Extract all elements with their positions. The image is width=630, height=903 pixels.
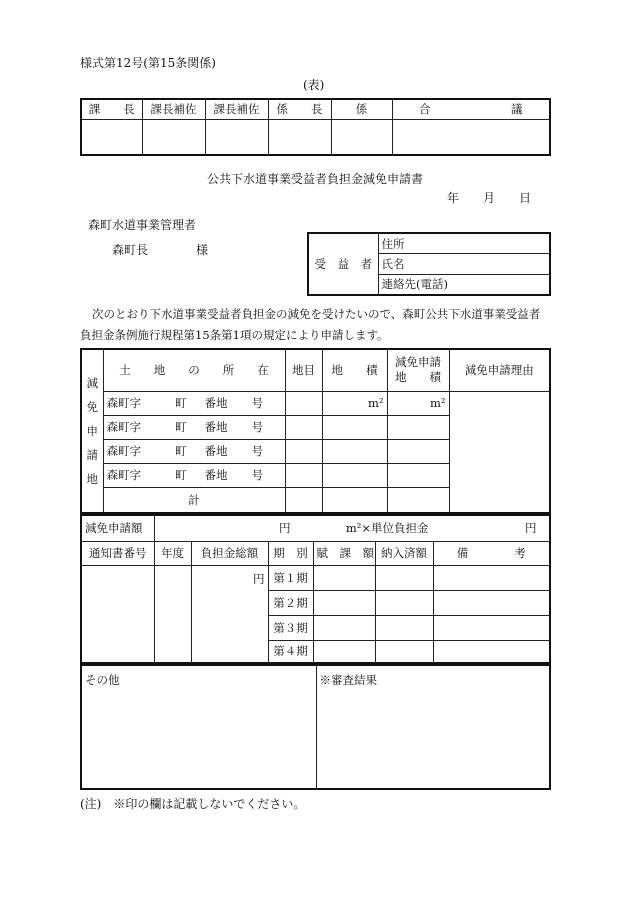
exempt-area-cell[interactable] xyxy=(387,463,449,487)
approval-header: 合 議 xyxy=(392,99,550,119)
area-cell[interactable] xyxy=(322,415,387,439)
location-cell[interactable]: 森町字 町 番地 号 xyxy=(103,439,285,463)
approval-header: 課 長 xyxy=(81,99,142,119)
notice-header: 備 考 xyxy=(433,541,550,565)
notice-header: 通知書番号 xyxy=(81,541,154,565)
reason-cell[interactable] xyxy=(449,391,550,513)
remarks-cell[interactable] xyxy=(433,615,550,640)
land-table xyxy=(80,348,551,514)
area-header: 地 積 xyxy=(322,349,387,391)
addressee-name: 森町長 xyxy=(112,243,149,257)
category-cell[interactable] xyxy=(285,463,322,487)
address-field[interactable]: 住所 xyxy=(378,233,550,254)
form-number: 様式第12号(第15条関係) xyxy=(80,56,216,70)
notice-header: 賦 課 額 xyxy=(313,541,375,565)
document-title: 公共下水道事業受益者負担金減免申請書 xyxy=(206,172,423,186)
reason-header: 減免申請理由 xyxy=(449,349,550,391)
total-area-cell[interactable] xyxy=(322,487,387,513)
addressee-org: 森町水道事業管理者 xyxy=(88,218,197,232)
notice-header: 負担金総額 xyxy=(191,541,268,565)
statement-line-2: 負担金条例施行規程第15条第1項の規定により申請します。 xyxy=(80,328,389,342)
approval-seal-cell[interactable] xyxy=(392,119,550,155)
assessed-amount-cell[interactable] xyxy=(313,590,375,615)
footnote: (注) ※印の欄は記載しないでください。 xyxy=(80,797,306,811)
location-cell[interactable]: 森町字 町 番地 号 xyxy=(103,391,285,415)
approval-seal-cell[interactable] xyxy=(268,119,331,155)
category-cell[interactable] xyxy=(285,439,322,463)
exempt-area-cell[interactable] xyxy=(387,439,449,463)
location-header: 土 地 の 所 在 xyxy=(103,349,285,391)
addressee-honorific: 様 xyxy=(196,243,209,257)
date-line: 年 月 日 xyxy=(447,191,532,205)
beneficiary-table xyxy=(307,232,551,296)
area-cell[interactable] xyxy=(322,463,387,487)
assessed-amount-cell[interactable] xyxy=(313,640,375,663)
location-cell[interactable]: 森町字 町 番地 号 xyxy=(103,463,285,487)
category-cell[interactable] xyxy=(285,391,322,415)
paid-amount-cell[interactable] xyxy=(375,640,433,663)
approval-header: 係 xyxy=(331,99,392,119)
statement-line-1: 次のとおり下水道事業受益者負担金の減免を受けたいので、森町公共下水道事業受益者 xyxy=(92,307,541,321)
notice-number-cell[interactable] xyxy=(81,565,154,663)
review-result-cell[interactable]: ※審査結果 xyxy=(316,665,550,789)
remarks-cell[interactable] xyxy=(433,640,550,663)
fiscal-year-cell[interactable] xyxy=(154,565,191,663)
period-label: 第２期 xyxy=(268,590,313,615)
notice-header: 期 別 xyxy=(268,541,313,565)
category-header: 地目 xyxy=(285,349,322,391)
other-review-table xyxy=(80,664,551,790)
total-charge-cell[interactable]: 円 xyxy=(191,565,268,663)
total-label: 計 xyxy=(103,487,285,513)
total-category-cell[interactable] xyxy=(285,487,322,513)
exempt-amount-label: 減免申請額 xyxy=(81,515,154,541)
approval-table xyxy=(80,98,551,156)
assessed-amount-cell[interactable] xyxy=(313,615,375,640)
phone-field[interactable]: 連絡先(電話) xyxy=(378,274,550,295)
approval-header: 係 長 xyxy=(268,99,331,119)
assessed-amount-cell[interactable] xyxy=(313,565,375,590)
paid-amount-cell[interactable] xyxy=(375,590,433,615)
paid-amount-cell[interactable] xyxy=(375,565,433,590)
notice-table xyxy=(80,514,551,664)
period-label: 第４期 xyxy=(268,640,313,663)
side-label: (表) xyxy=(303,78,325,92)
area-cell[interactable]: m² xyxy=(322,391,387,415)
paid-amount-cell[interactable] xyxy=(375,615,433,640)
exempt-area-header: 減免申請 地 積 xyxy=(387,349,449,391)
area-cell[interactable] xyxy=(322,439,387,463)
category-cell[interactable] xyxy=(285,415,322,439)
total-exempt-area-cell[interactable] xyxy=(387,487,449,513)
approval-seal-cell[interactable] xyxy=(205,119,268,155)
remarks-cell[interactable] xyxy=(433,590,550,615)
exempt-area-cell[interactable] xyxy=(387,415,449,439)
approval-seal-cell[interactable] xyxy=(81,119,142,155)
approval-seal-cell[interactable] xyxy=(331,119,392,155)
remarks-cell[interactable] xyxy=(433,565,550,590)
beneficiary-label: 受 益 者 xyxy=(308,233,378,295)
period-label: 第３期 xyxy=(268,615,313,640)
approval-header: 課長補佐 xyxy=(205,99,268,119)
exempt-area-cell[interactable]: m² xyxy=(387,391,449,415)
location-cell[interactable]: 森町字 町 番地 号 xyxy=(103,415,285,439)
other-cell[interactable]: その他 xyxy=(81,665,316,789)
approval-seal-cell[interactable] xyxy=(142,119,205,155)
notice-header: 納入済額 xyxy=(375,541,433,565)
land-side-label: 減 免 申 請 地 xyxy=(81,349,103,513)
approval-header: 課長補佐 xyxy=(142,99,205,119)
notice-header: 年度 xyxy=(154,541,191,565)
period-label: 第１期 xyxy=(268,565,313,590)
name-field[interactable]: 氏名 xyxy=(378,254,550,274)
exempt-amount-cell[interactable]: 円 m²×単位負担金 円 xyxy=(154,515,550,541)
